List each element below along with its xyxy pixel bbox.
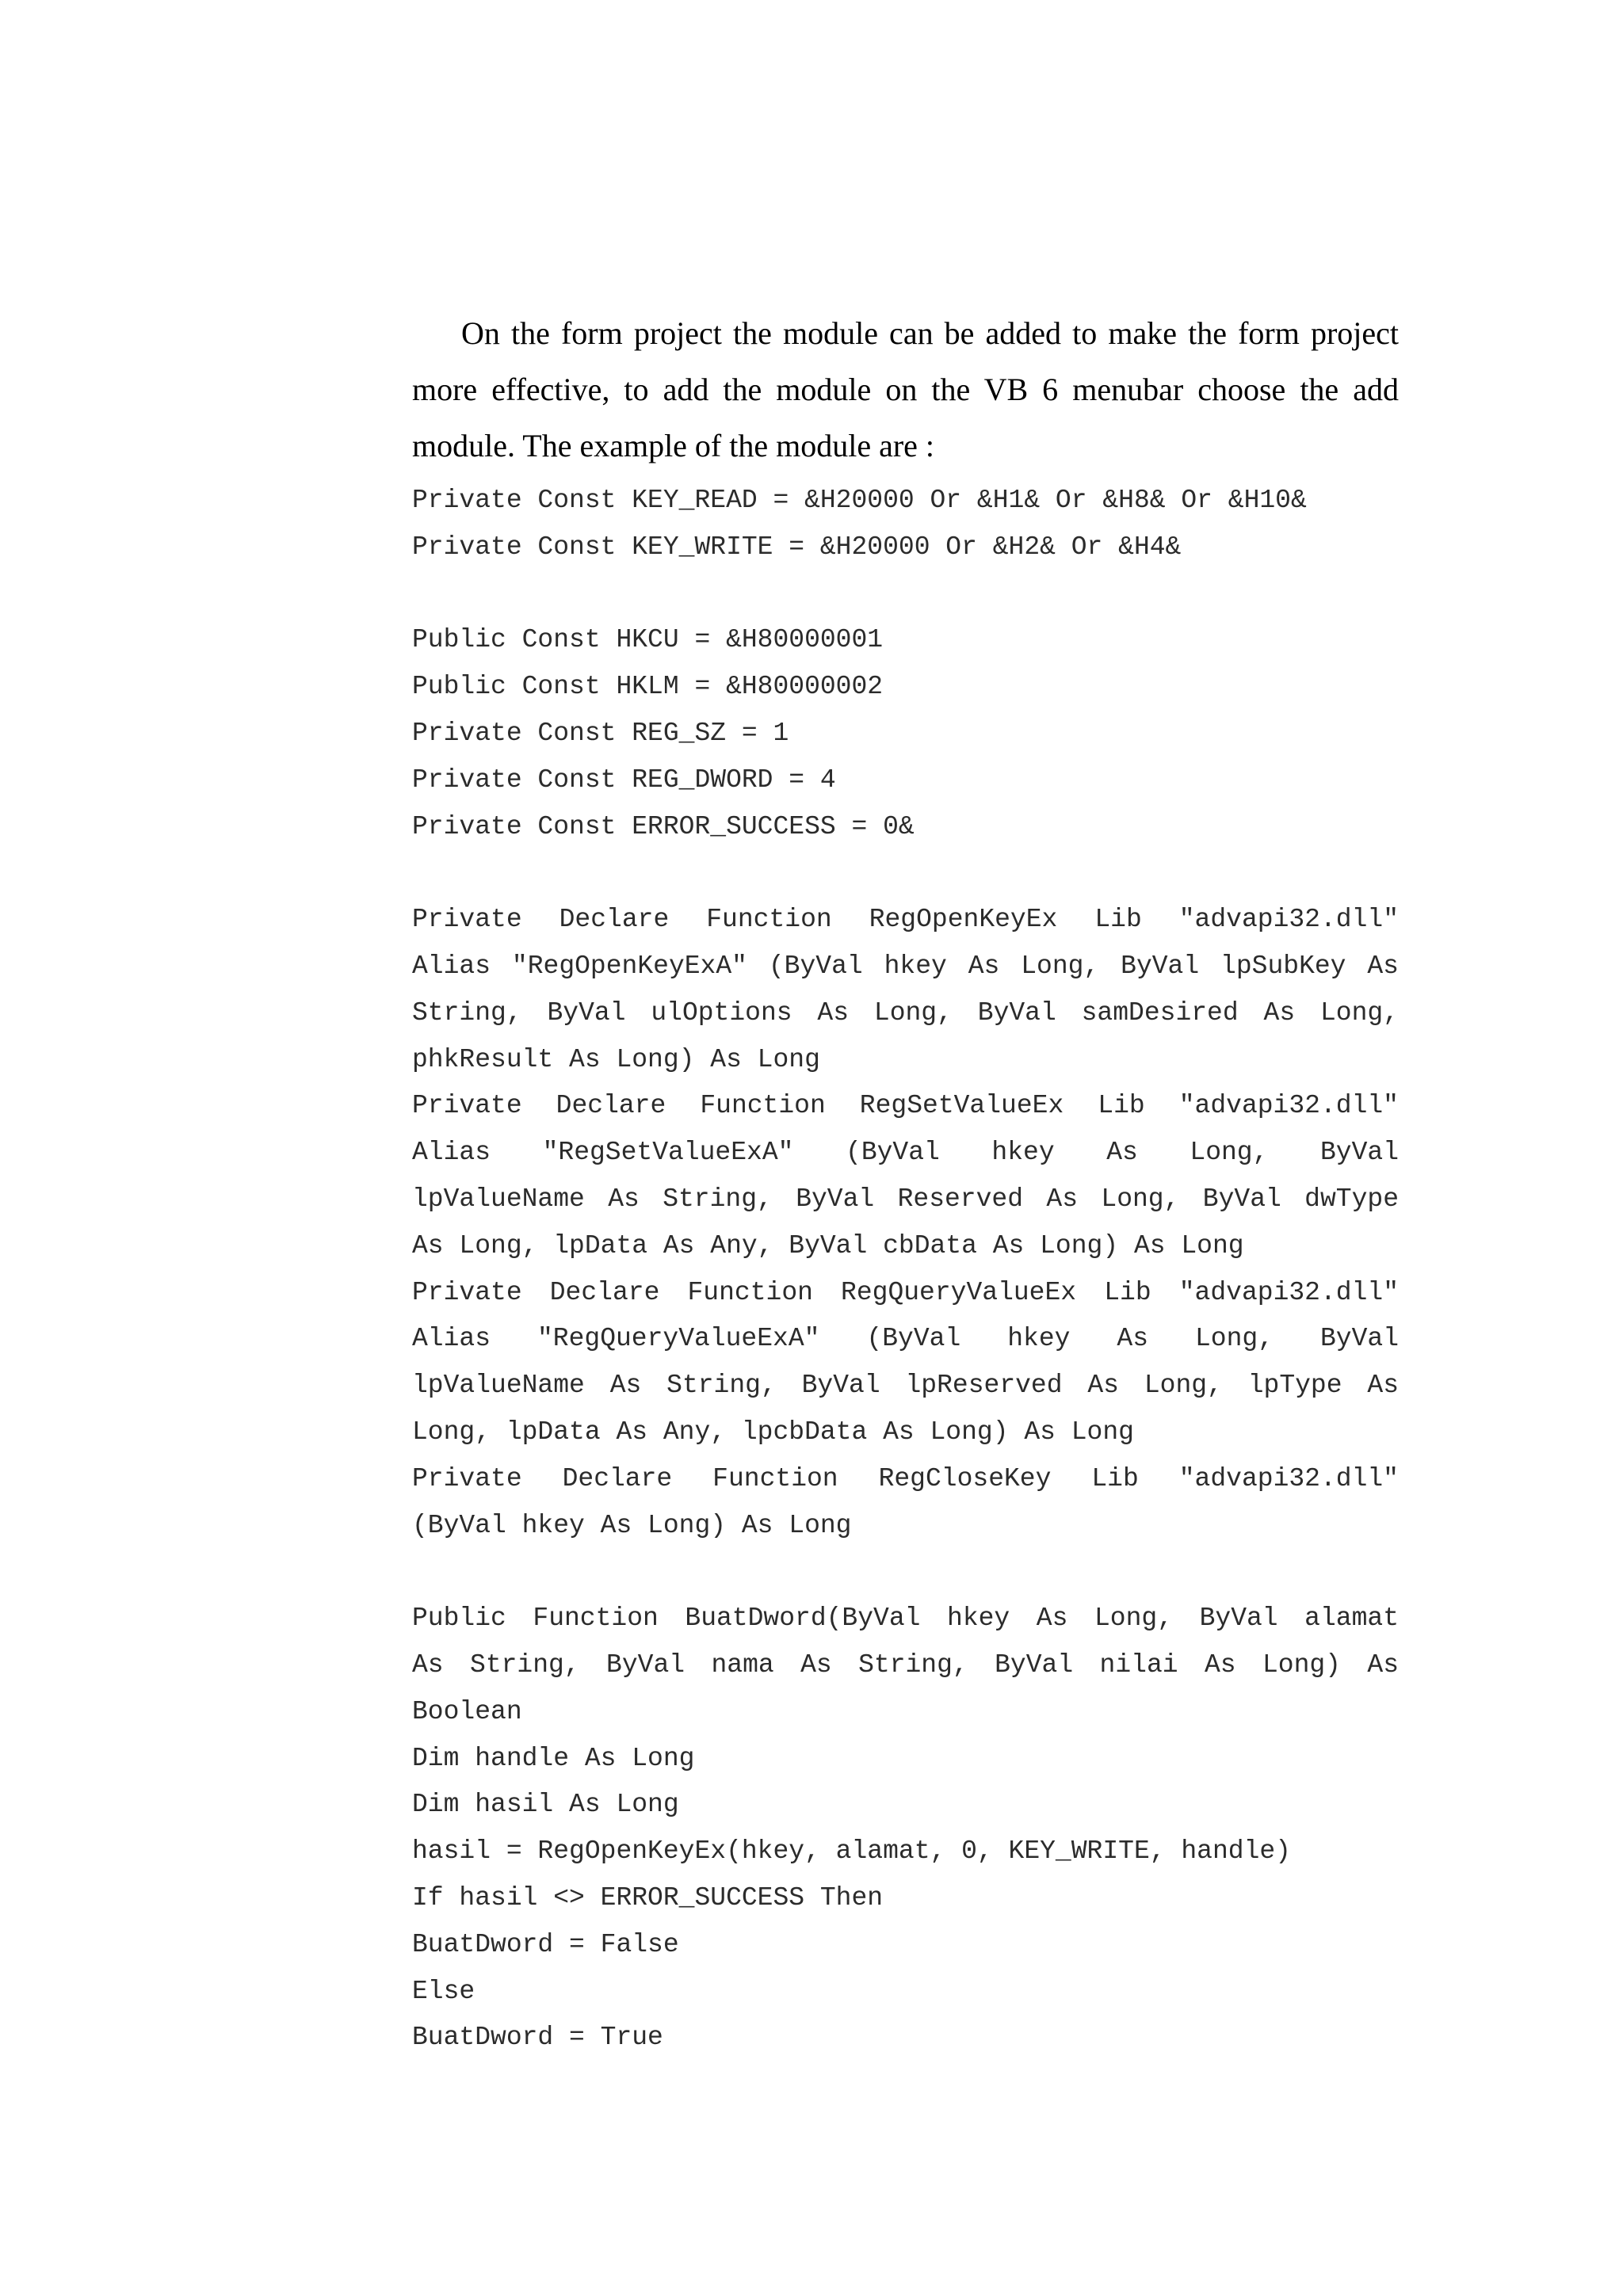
code-line: String, ByVal ulOptions As Long, ByVal samDesired As Long, xyxy=(412,997,1399,1028)
code-line: Alias "RegQueryValueExA" (ByVal hkey As Long, ByVal xyxy=(412,1324,1399,1354)
code-line: Private Declare Function RegCloseKey Lib "advapi32.dll" xyxy=(412,1463,1399,1493)
code-line: Public Const HKLM = &H80000002 xyxy=(412,672,884,702)
code-line: Private Const REG_DWORD = 4 xyxy=(412,765,836,795)
code-line: BuatDword = True xyxy=(412,2023,663,2053)
page-content xyxy=(412,305,1399,2061)
code-line: Dim handle As Long xyxy=(412,1743,695,1773)
code-line: Dim hasil As Long xyxy=(412,1790,679,1820)
code-line: As String, ByVal nama As String, ByVal nilai As Long) As xyxy=(412,1650,1399,1680)
code-line: Private Const KEY_READ = &H20000 Or &H1& Or &H8& Or &H10& xyxy=(412,486,1307,515)
intro-paragraph: On the form project the module can be added to make the form project more effective, to add the module on the VB 6 menubar choose the add module. The example of the module are : xyxy=(412,315,1399,463)
code-line: Alias "RegSetValueExA" (ByVal hkey As Long, ByVal xyxy=(412,1138,1399,1168)
code-line: Public Const HKCU = &H80000001 xyxy=(412,625,884,655)
code-line: Boolean xyxy=(412,1696,522,1726)
code-line: Private Declare Function RegSetValueEx Lib "advapi32.dll" xyxy=(412,1091,1399,1121)
code-line: As Long, lpData As Any, ByVal cbData As Long) As Long xyxy=(412,1230,1244,1261)
code-line: Private Const ERROR_SUCCESS = 0& xyxy=(412,811,915,841)
code-line: Private Declare Function RegOpenKeyEx Lib "advapi32.dll" xyxy=(412,905,1399,935)
code-line: Private Declare Function RegQueryValueEx Lib "advapi32.dll" xyxy=(412,1277,1399,1307)
code-line: phkResult As Long) As Long xyxy=(412,1044,820,1074)
code-blank-line xyxy=(412,571,1399,618)
code-line: hasil = RegOpenKeyEx(hkey, alamat, 0, KEY_WRITE, handle) xyxy=(412,1836,1291,1867)
code-line: Long, lpData As Any, lpcbData As Long) As Long xyxy=(412,1417,1134,1447)
code-line: lpValueName As String, ByVal lpReserved As Long, lpType As xyxy=(412,1371,1399,1401)
code-blank-line xyxy=(412,1549,1399,1596)
code-line: Alias "RegOpenKeyExA" (ByVal hkey As Long, ByVal lpSubKey As xyxy=(412,951,1399,981)
code-line: Private Const REG_SZ = 1 xyxy=(412,718,789,748)
code-listing xyxy=(412,478,1399,2061)
code-line: (ByVal hkey As Long) As Long xyxy=(412,1510,852,1540)
code-line: Private Const KEY_WRITE = &H20000 Or &H2& Or &H4& xyxy=(412,532,1182,562)
code-blank-line xyxy=(412,850,1399,897)
code-line: BuatDword = False xyxy=(412,1929,679,1959)
code-line: lpValueName As String, ByVal Reserved As Long, ByVal dwType xyxy=(412,1184,1399,1214)
code-line: Public Function BuatDword(ByVal hkey As Long, ByVal alamat xyxy=(412,1604,1399,1634)
code-line: If hasil <> ERROR_SUCCESS Then xyxy=(412,1882,884,1913)
code-line: Else xyxy=(412,1976,475,2006)
